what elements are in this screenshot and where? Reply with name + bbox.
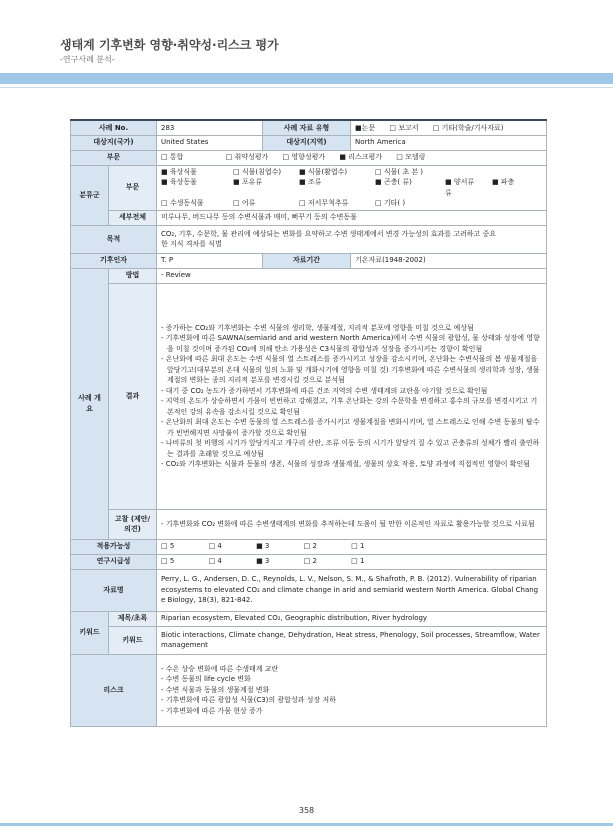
purpose-line: 한 지식 격차를 식별 — [161, 240, 222, 248]
case-table — [70, 119, 547, 727]
sector-label: 부문 — [71, 150, 157, 165]
taxon-label: 분류군 — [71, 165, 109, 225]
taxon-option: ■ 곤충( 류) — [375, 178, 412, 186]
taxon-option: ■ 조류 — [299, 178, 322, 186]
applicability-option: ■ 3 — [256, 542, 270, 551]
keyword-title-value: Riparian ecosystem, Elevated CO₂, Geographic distribution, River hydrology — [157, 611, 547, 626]
result-list — [157, 283, 547, 509]
risk-item: - 수변 동물의 life cycle 변화 — [161, 675, 251, 684]
risk-item: - 수변 식물과 동물의 생물계절 변화 — [161, 685, 270, 694]
country-label: 대상지(국가) — [71, 135, 157, 150]
discussion-text: - 기후변화와 CO₂ 변화에 따른 수변생태계의 변화를 추적하는데 도움이 될 만한 이론적인 자료로 활용가능할 것으로 사료됨 — [161, 519, 535, 528]
urgency-option: □ 5 — [161, 557, 175, 566]
taxon-sector-label: 부문 — [109, 165, 157, 210]
risk-item: - 수온 상승 변화에 따른 수생태계 교란 — [161, 664, 279, 673]
result-item: - 대기 중 CO₂ 농도가 증가하면서 기후변화에 따른 건조 지역의 수변 생태계의 교란을 야기할 것으로 확인됨 — [161, 386, 488, 395]
urgency-option: □ 1 — [351, 557, 365, 566]
factor-value: T. P — [157, 253, 263, 268]
urgency-option: ■ 3 — [256, 557, 270, 566]
applicability-label: 적용가능성 — [71, 539, 157, 554]
risk-item: - 기후변화에 따른 광합성 식물(C3)의 광합성과 성장 저하 — [161, 696, 336, 705]
country-value: United States — [157, 135, 263, 150]
urgency-option: □ 2 — [303, 557, 317, 566]
applicability-option: □ 2 — [303, 542, 317, 551]
sector-option-integrated: □ 통합 — [161, 153, 184, 162]
taxon-option: □ 어류 — [233, 199, 256, 207]
period-label: 자료기간 — [263, 253, 351, 268]
sector-option-vulnerability: □ 취약성평가 — [225, 153, 269, 162]
taxon-option: ■ 육상동물 — [161, 178, 197, 186]
page-header-title: 생태계 기후변화 영향·취약성·리스크 평가 — [60, 38, 279, 52]
keyword-title-label: 제목/초록 — [109, 611, 157, 626]
result-item: - 기후변화에 따른 SAWNA(semiarid and arid western North America)에서 수변 식물의 광합성, 물 상태와 성장에 영향을 미칠 것이며 증가된 CO₂에 의해 탄소 가용성은 C3식물의 광합성과 성장을 증가시키는 경향이 확인됨 — [161, 334, 540, 353]
applicability-options — [157, 539, 547, 554]
page-header-subtitle: -연구사례 분석- — [60, 55, 115, 64]
discussion-label: 고찰 (제안/의견) — [109, 509, 157, 539]
footer-band — [0, 823, 613, 826]
taxon-option: ■ 육상식물 — [161, 167, 197, 176]
case-type-options — [351, 120, 547, 135]
method-value: - Review — [157, 268, 547, 283]
sector-option-impact: □ 영향성평가 — [282, 153, 326, 162]
risk-label: 리스크 — [71, 654, 157, 726]
applicability-option: □ 1 — [351, 542, 365, 551]
result-item: - 지역의 온도가 상승하면서 가뭄이 빈번하고 강해졌고, 기후 온난화는 강의 수문학을 변경하고 홍수의 규모를 변경시키고 기본적인 강의 유속을 감소시킬 것으로 확인됨 — [161, 397, 538, 416]
case-no-label: 사례 No. — [71, 120, 157, 135]
taxon-option: ■ 양서류 — [445, 178, 475, 186]
sector-option-risk: ■ 리스크평가 — [339, 153, 383, 162]
taxon-option: □ 식물(침엽수) — [233, 167, 282, 176]
case-no-value: 283 — [157, 120, 263, 135]
taxon-option: □ 식물( 초 본 ) — [375, 167, 424, 176]
risk-item: - 기후변화에 따른 가뭄 현상 증가 — [161, 706, 263, 715]
keyword-label: 키워드 — [71, 611, 109, 654]
type-option-report: □ 보고서 — [389, 123, 419, 132]
discussion-value — [157, 509, 547, 539]
keyword-kw-label: 키워드 — [109, 626, 157, 654]
header-band-rule — [0, 84, 613, 88]
reference-value: Perry, L. G., Andersen, D. C., Reynolds, L. V., Nelson, S. M., & Shafroth, P. B. (2012). Vulnerability of riparian ecosystems to elevated CO₂ and climate change in arid and semiarid western North America. Global Change Biology, 18(3), 821-842. — [157, 569, 547, 611]
taxon-option: ■ 포유류 — [233, 178, 263, 186]
detail-value: 미루나무, 버드나무 등의 수변식물과 매미, 뻐꾸기 등의 수변동물 — [157, 210, 547, 225]
taxon-option: ■ 식물(활엽수) — [299, 167, 348, 176]
period-value: 기온자료(1948-2002) — [351, 253, 547, 268]
applicability-option: □ 5 — [161, 542, 175, 551]
method-label: 방법 — [109, 268, 157, 283]
applicability-option: □ 4 — [208, 542, 222, 551]
urgency-option: □ 4 — [208, 557, 222, 566]
taxon-option: □ 수생동식물 — [161, 199, 204, 207]
keyword-kw-value: Biotic interactions, Climate change, Dehydration, Heat stress, Phenology, Soil processes, Streamflow, Water management — [157, 626, 547, 654]
purpose-line: CO₂, 기후, 수문학, 물 관리에 예상되는 변화를 요약하고 수변 생태계에서 변경 가능성의 효과를 고려하고 중요 — [161, 229, 497, 238]
urgency-label: 연구시급성 — [71, 554, 157, 569]
type-option-other: □ 기타(학술/기사자료) — [432, 123, 504, 132]
detail-label: 세부전체 — [109, 210, 157, 225]
result-item: - 증가하는 CO₂와 기후변화는 수변 식물의 생리학, 생물계절, 지리적 분포에 영향을 미칠 것으로 예상됨 — [161, 323, 474, 332]
overview-label: 사례 개요 — [71, 268, 109, 539]
region-value: North America — [351, 135, 547, 150]
taxon-option: □ 기타( ) — [375, 199, 406, 207]
reference-label: 자료명 — [71, 569, 157, 611]
taxon-option: ■ 파충류 — [445, 178, 515, 197]
taxon-options — [157, 165, 547, 210]
taxon-option: □ 저서무척추류 — [299, 199, 349, 207]
result-label: 결과 — [109, 283, 157, 509]
factor-label: 기후인자 — [71, 253, 157, 268]
result-item: - 온난화에 따른 최대 온도는 수변 식물의 열 스트레스를 증가시키고 성장을 감소시키며, 온난화는 수변식물의 봄 생물계절을 앞당기고(대부분의 온대 식물의 잎의 노화 및 개화시기에 영향을 미칠 것) 기후변화에 따른 수변식물의 생리학과 성장, 생물 계절의 변화는 종의 지리적 분포를 변경시킬 것으로 분석됨 — [161, 355, 540, 384]
result-item: - CO₂와 기후변화는 식물과 동물의 생존, 식물의 성장과 생물계절, 생물의 상호 작용, 토양 과정에 직접적인 영향이 확인됨 — [161, 460, 531, 468]
page-number: 358 — [298, 806, 315, 815]
risk-list — [157, 654, 547, 726]
header-band — [0, 73, 613, 84]
sector-options — [157, 150, 547, 165]
purpose-label: 목적 — [71, 225, 157, 253]
result-item: - 나비류의 첫 비행의 시기가 앞당겨지고 개구리 산란, 조류 이동 등의 시기가 앞당겨 질 수 있고 곤충류의 성체가 빨리 출연하는 결과를 초래할 것으로 예상됨 — [161, 439, 540, 458]
urgency-options — [157, 554, 547, 569]
result-item: - 온난화의 최대 온도는 수변 동물의 열 스트레스를 증가시키고 생물계절을 변화시키며, 열 스트레스로 인해 수변 동물의 탈수가 빈번해지면 사망률이 증가할 것으로 확인됨 — [161, 418, 540, 437]
case-type-label: 사례 자료 유형 — [263, 120, 351, 135]
type-option-paper: ■논문 — [355, 123, 376, 132]
purpose-value — [157, 225, 547, 253]
sector-option-modeling: □ 모델링 — [396, 153, 426, 162]
region-label: 대상지(지역) — [263, 135, 351, 150]
